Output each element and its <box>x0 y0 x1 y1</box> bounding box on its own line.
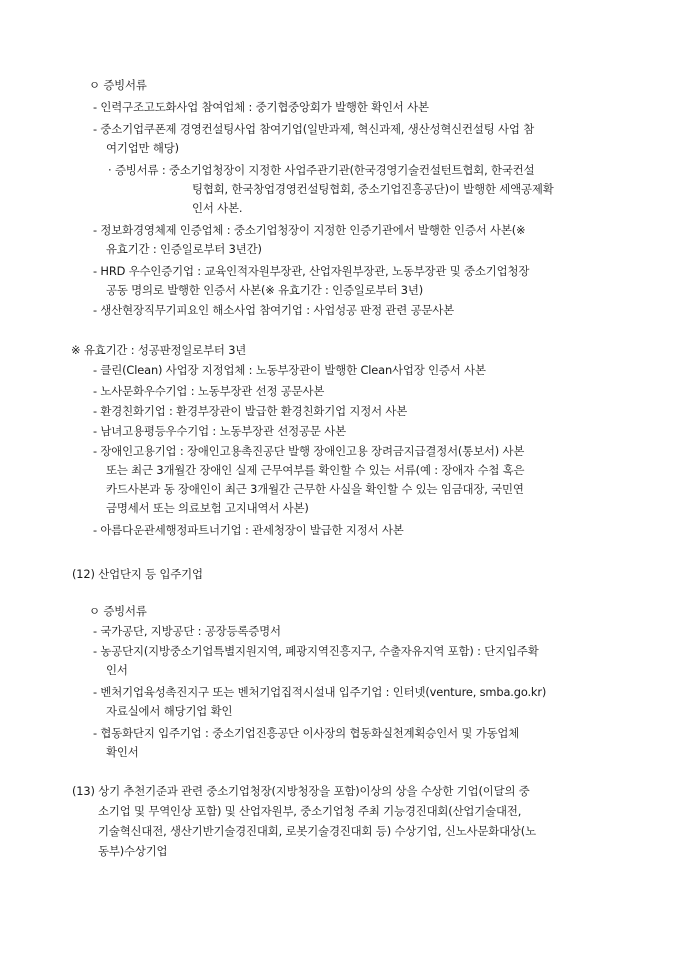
list-item-continuation: 유효기간 : 인증일로부터 3년간) <box>106 242 262 256</box>
sub-list-item-continuation: 인서 사본. <box>192 201 243 215</box>
list-item-continuation: 금명세서 또는 의료보험 고지내역서 사본) <box>106 501 309 515</box>
list-item-continuation: 자료실에서 해당기업 확인 <box>106 704 233 718</box>
sub-list-item: · 증빙서류 : 중소기업청장이 지정한 사업주관기관(한국경영기술컨설턴트협회, 한국컨설 <box>108 163 535 177</box>
sub-list-item-continuation: 팅협회, 한국창업경영컨설팅협회, 중소기업진흥공단)이 발행한 세액공제확 <box>192 182 554 196</box>
list-item: - 벤처기업육성촉진지구 또는 벤처기업집적시설내 입주기업 : 인터넷(venture, smba.go.kr) <box>93 685 547 699</box>
section-heading: ㅇ 증빙서류 <box>89 78 147 92</box>
list-item-continuation: 또는 최근 3개월간 장애인 실제 근무여부를 확인할 수 있는 서류(예 : 장애자 수첩 혹은 <box>106 463 525 477</box>
section-heading: ㅇ 증빙서류 <box>89 604 147 618</box>
list-item: - 아름다운관세행정파트너기업 : 관세청장이 발급한 지정서 사본 <box>93 523 404 537</box>
list-item-continuation: 카드사본과 동 장애인이 최근 3개월간 근무한 사실을 확인할 수 있는 임금대장, 국민연 <box>106 482 524 496</box>
list-item: - 중소기업쿠폰제 경영컨설팅사업 참여기업(일반과제, 혁신과제, 생산성혁신컨설팅 사업 참 <box>93 122 535 136</box>
list-item: - 정보화경영체제 인증업체 : 중소기업청장이 지정한 인증기관에서 발행한 인증서 사본(※ <box>93 223 526 237</box>
list-item: - 남녀고용평등우수기업 : 노동부장관 선정공문 사본 <box>93 424 346 438</box>
list-item: - 클린(Clean) 사업장 지정업체 : 노동부장관이 발행한 Clean사업장 인증서 사본 <box>93 363 486 377</box>
paragraph-continuation: 기술혁신대전, 생산기반기술경진대회, 로봇기술경진대회 등) 수상기업, 신노사문화대상(노 <box>98 824 536 838</box>
list-item-continuation: 여기업만 해당) <box>106 141 179 155</box>
list-item: - 국가공단, 지방공단 : 공장등록증명서 <box>93 624 281 638</box>
section-note-heading: ※ 유효기간 : 성공판정일로부터 3년 <box>71 343 247 357</box>
paragraph-continuation: 동부)수상기업 <box>98 844 168 858</box>
list-item: - 장애인고용기업 : 장애인고용촉진공단 발행 장애인고용 장려금지급결정서(통보서) 사본 <box>93 444 525 458</box>
list-item: - 노사문화우수기업 : 노동부장관 선정 공문사본 <box>93 384 325 398</box>
list-item-continuation: 확인서 <box>106 745 139 759</box>
paragraph-continuation: 소기업 및 무역인상 포함) 및 산업자원부, 중소기업청 주최 기능경진대회(산업기술대전, <box>98 804 522 818</box>
list-item: - 농공단지(지방중소기업특별지원지역, 폐광지역진흥지구, 수출자유지역 포함) : 단지입주확 <box>93 644 539 658</box>
section-heading-numbered: (13) 상기 추천기준과 관련 중소기업청장(지방청장을 포함)이상의 상을 수상한 기업(이달의 중 <box>72 784 530 798</box>
section-heading-numbered: (12) 산업단지 등 입주기업 <box>72 567 203 581</box>
list-item: - 생산현장직무기피요인 해소사업 참여기업 : 사업성공 판정 관련 공문사본 <box>93 303 455 317</box>
list-item: - 협동화단지 입주기업 : 중소기업진흥공단 이사장의 협동화실천계획승인서 및 가동업체 <box>93 726 520 740</box>
list-item-continuation: 인서 <box>106 663 128 677</box>
list-item: - 환경친화기업 : 환경부장관이 발급한 환경친화기업 지정서 사본 <box>93 404 408 418</box>
list-item: - 인력구조고도화사업 참여업체 : 중기협중앙회가 발행한 확인서 사본 <box>93 100 429 114</box>
list-item: - HRD 우수인증기업 : 교육인적자원부장관, 산업자원부장관, 노동부장관 및 중소기업청장 <box>93 264 530 278</box>
list-item-continuation: 공동 명의로 발행한 인증서 사본(※ 유효기간 : 인증일로부터 3년) <box>106 283 424 297</box>
